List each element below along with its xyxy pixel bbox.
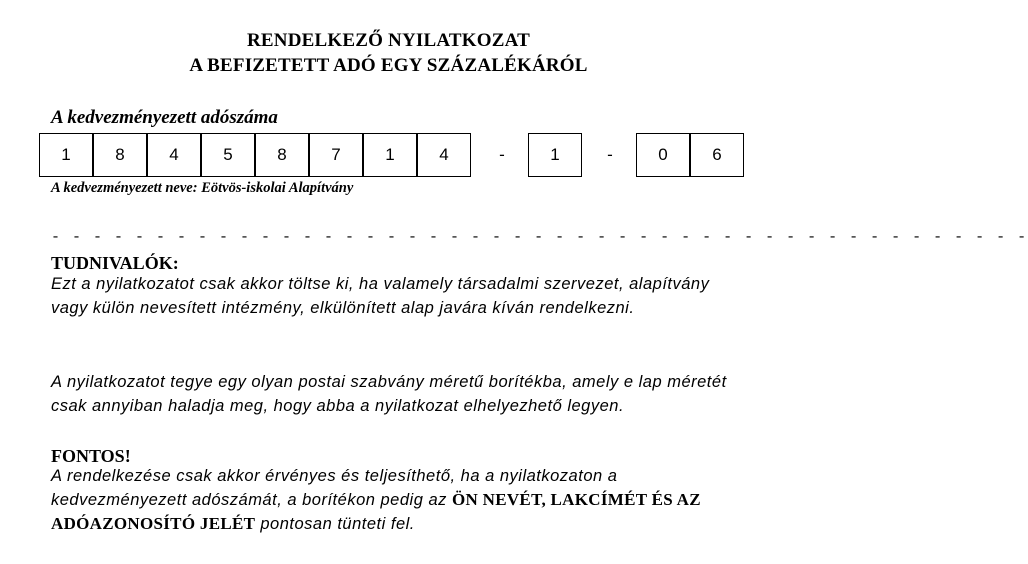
notes-paragraph-1: Ezt a nyilatkozatot csak akkor töltse ki, ha valamely társadalmi szervezet, alapítvány vagy külön nevesített intézmény, elkülönített alap javára kíván rendelkezni. [51, 275, 710, 317]
tax-digit-box: 1 [39, 133, 93, 177]
notes-heading: TUDNIVALÓK: [51, 253, 179, 273]
tax-digit-box: 7 [309, 133, 363, 177]
form-title-line2: A BEFIZETETT ADÓ EGY SZÁZALÉKÁRÓL [189, 55, 588, 76]
beneficiary-name-value: Eötvös-iskolai Alapítvány [201, 180, 354, 196]
cut-line: - - - - - - - - - - - - - - - - - - - - - - - - - - - - - - - - - - - - - - - - - - - - - - - [51, 229, 1028, 246]
tax-digit-box: 8 [93, 133, 147, 177]
tax-digit-box: 5 [201, 133, 255, 177]
tax-digit-box: 8 [255, 133, 309, 177]
beneficiary-name-label: A kedvezményezett neve: [51, 180, 198, 196]
beneficiary-name-line [51, 180, 353, 197]
form-title-line1: RENDELKEZŐ NYILATKOZAT [247, 30, 530, 51]
important-text-before: A rendelkezése csak akkor érvényes és teljesíthető, ha a nyilatkozaton a kedvezményezett adószámát, a borítékon pedig az [51, 467, 618, 509]
tax-digit-box: 1 [528, 133, 582, 177]
tax-number-separator: - [499, 145, 505, 164]
tax-digit-box: 1 [363, 133, 417, 177]
tax-digit-box: 4 [417, 133, 471, 177]
important-paragraph [51, 464, 751, 536]
important-emphasis: ÖN NEVÉT, LAKCÍMÉT ÉS AZ ADÓAZONOSÍTÓ JELÉT [51, 490, 701, 533]
tax-number-label: A kedvezményezett adószáma [51, 107, 278, 128]
tax-number-separator: - [607, 145, 613, 164]
tax-digit-box: 4 [147, 133, 201, 177]
notes-paragraph-2: A nyilatkozatot tegye egy olyan postai szabvány méretű borítékba, amely e lap méretét csak annyiban haladja meg, hogy abba a nyilatkozat elhelyezhető legyen. [51, 373, 727, 415]
important-text-after: pontosan tünteti fel. [260, 515, 415, 533]
tax-digit-box: 6 [690, 133, 744, 177]
important-heading: FONTOS! [51, 446, 131, 466]
tax-digit-box: 0 [636, 133, 690, 177]
